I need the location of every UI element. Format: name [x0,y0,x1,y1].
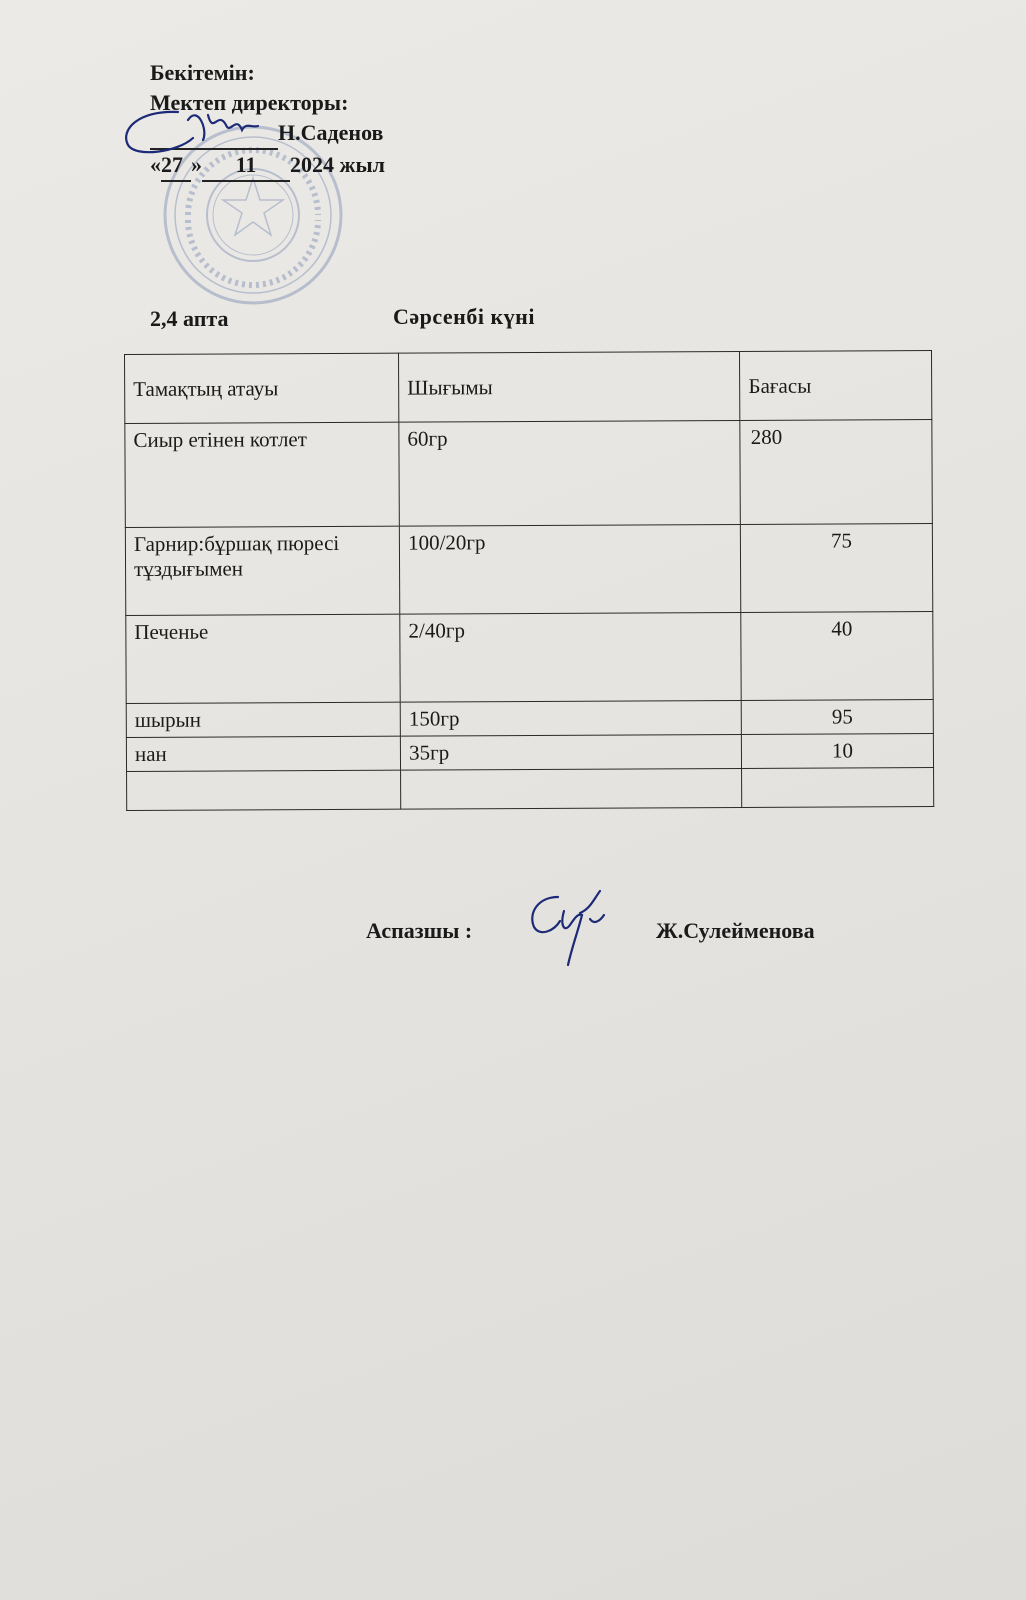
weekday-label: Сәрсенбі күні [393,304,535,329]
cell-price: 10 [742,734,934,769]
cell-name: нан [126,736,400,771]
cell-name: Гарнир:бұршақ пюресі тұздығымен [125,526,400,615]
cell-name: шырын [126,702,400,737]
table-row [126,612,933,704]
table-row [126,734,933,772]
cook-signature-icon [520,885,620,985]
cell-yield: 100/20гр [399,524,741,614]
cell-price: 280 [740,420,932,525]
cell-yield: 60гр [399,420,741,526]
date-year: 2024 жыл [290,152,385,177]
cook-label: Аспазшы : [366,918,473,943]
date-day: 27 [161,150,191,182]
approval-position: Мектеп директоры: [150,90,349,115]
cell-name: Сиыр етінен котлет [125,422,400,527]
cook-name: Ж.Сулейменова [656,918,815,943]
table-row [125,524,932,616]
cell-name: Печенье [126,614,401,703]
date-close-quote: » [191,152,202,177]
cell-yield: 2/40гр [400,612,742,702]
date-month: 11 [202,150,290,182]
cell-price: 95 [742,700,934,735]
column-header-name: Тамақтың атауы [125,353,399,423]
cell-price: 75 [741,524,933,613]
cell-price [742,768,934,808]
table-row-empty [127,768,934,811]
cell-yield: 35гр [400,734,741,770]
cell-yield: 150гр [400,700,741,736]
cell-name [127,770,401,810]
column-header-price: Бағасы [740,351,932,421]
director-signature-icon [118,100,288,180]
cell-price: 40 [741,612,933,701]
table-row [125,420,932,528]
director-name: Н.Саденов [278,120,384,145]
menu-table [124,350,934,811]
table-header-row [125,351,932,424]
table-row [126,700,933,738]
week-label: 2,4 апта [150,306,229,331]
column-header-yield: Шығымы [399,351,741,422]
cell-yield [401,768,742,809]
approval-title: Бекітемін: [150,60,255,85]
date-open-quote: « [150,152,161,177]
